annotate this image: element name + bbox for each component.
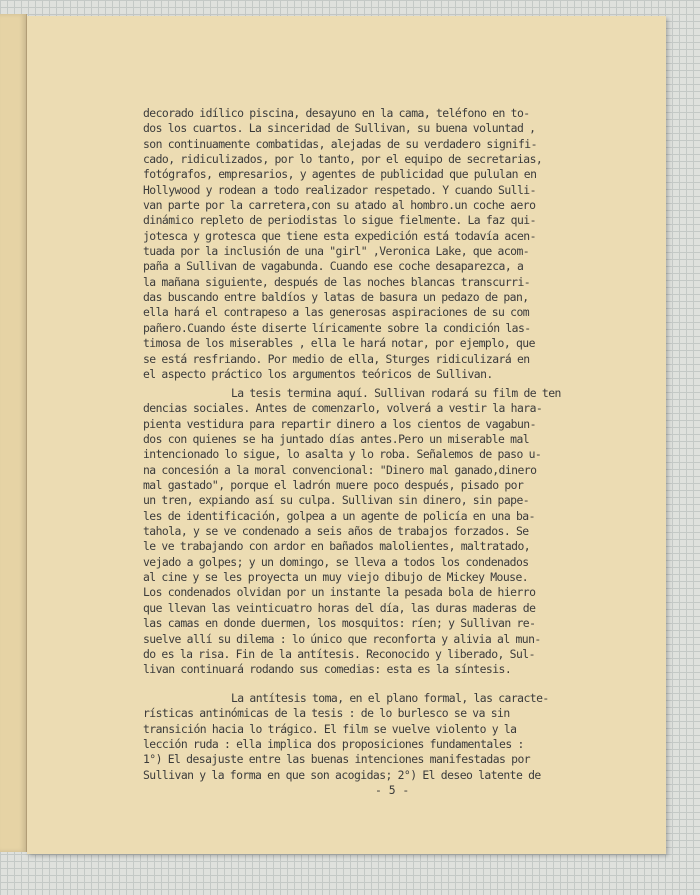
text-line: suelve allí su dilema : lo único que reconforta y alivia al mun- <box>143 631 541 646</box>
text-line: al cine y se les proyecta un muy viejo dibujo de Mickey Mouse. <box>143 570 529 585</box>
facing-page-edge <box>0 14 27 852</box>
text-line: la mañana siguiente, después de las noches blancas transcurri- <box>143 274 531 289</box>
text-line: Los condenados olvidan por un instante la pesada bola de hierro <box>143 585 536 600</box>
text-line: pienta vestidura para repartir dinero a los cientos de vagabun- <box>143 416 536 431</box>
text-line: livan continuará rodando sus comedias: esta es la síntesis. <box>143 662 512 677</box>
text-line: pañero.Cuando éste diserte líricamente sobre la condición las- <box>143 320 531 335</box>
text-line: intencionado lo sigue, lo asalta y lo roba. Señalemos de paso u- <box>143 447 542 462</box>
text-line: mal gastado", porque el ladrón muere poco después, pisado por <box>143 478 524 493</box>
text-line: jotesca y grotesca que tiene esta expedición está todavía acen- <box>143 228 536 243</box>
text-line: rísticas antinómicas de la tesis : de lo burlesco se va sin <box>143 706 510 721</box>
text-line: las camas en donde duermen, los mosquitos: ríen; y Sullivan re- <box>143 616 536 631</box>
text-line: ella hará el contrapeso a las generosas aspiraciones de su com <box>143 305 530 320</box>
paragraph-1 <box>143 106 641 382</box>
text-line: se está resfriando. Por medio de ella, Sturges ridiculizará en <box>143 351 530 366</box>
text-line: vejado a golpes; y un domingo, se lleva a todos los condenados <box>143 554 529 569</box>
paragraph-3 <box>143 691 641 783</box>
text-line: que llevan las veinticuatro horas del día, las duras maderas de <box>143 600 536 615</box>
text-line: le ve trabajando con ardor en bañados malolientes, maltratado, <box>143 539 531 554</box>
text-line: les de identificación, golpea a un agente de policía en una ba- <box>143 508 535 523</box>
document-page <box>27 16 666 854</box>
text-line: transición hacia lo trágico. El film se vuelve violento y la <box>143 721 517 736</box>
text-line: La antítesis toma, en el plano formal, las caracte- <box>231 691 549 705</box>
text-line: el aspecto práctico los argumentos teóricos de Sullivan. <box>143 366 493 381</box>
text-line: Hollywood y rodean a todo realizador respetado. Y cuando Sulli- <box>143 182 536 197</box>
text-line: paña a Sullivan de vagabunda. Cuando ese coche desaparezca, a <box>143 259 524 274</box>
text-line: 1°) El desajuste entre las buenas intenciones manifestadas por <box>143 752 531 767</box>
text-line: dos los cuartos. La sinceridad de Sullivan, su buena voluntad , <box>143 121 536 136</box>
text-line: dencias sociales. Antes de comenzarlo, volverá a vestir la hara- <box>143 401 543 416</box>
text-line: das buscando entre baldíos y latas de basura un pedazo de pan, <box>143 290 529 305</box>
text-line: lección ruda : ella implica dos proposiciones fundamentales : <box>143 737 524 752</box>
text-line: cado, ridiculizados, por lo tanto, por el equipo de secretarias, <box>143 152 543 167</box>
text-line: tuada por la inclusión de una "girl" ,Veronica Lake, que acom- <box>143 244 530 259</box>
text-line: van parte por la carretera,con su atado al hombro.un coche aero <box>143 198 536 213</box>
text-line: decorado idílico piscina, desayuno en la cama, teléfono en to- <box>143 106 530 120</box>
text-line: La tesis termina aquí. Sullivan rodará su film de ten <box>231 386 561 400</box>
text-line: dos con quienes se ha juntado días antes.Pero un miserable mal <box>143 432 530 447</box>
text-line: un tren, expiando así su culpa. Sullivan sin dinero, sin pape- <box>143 493 530 508</box>
text-line: son continuamente combatidas, alejadas de su verdadero signifi- <box>143 136 537 151</box>
text-line: fotógrafos, empresarios, y agentes de publicidad que pululan en <box>143 167 537 182</box>
text-line: dinámico repleto de periodistas lo sigue fielmente. La faz qui- <box>143 213 536 228</box>
text-line: na concesión a la moral convencional: "Dinero mal ganado,dinero <box>143 462 537 477</box>
paragraph-2 <box>143 386 641 678</box>
page-number: - 5 - <box>375 783 410 797</box>
text-line: Sullivan y la forma en que son acogidas; 2°) El deseo latente de <box>143 767 541 782</box>
text-line: tahola, y se ve condenado a seis años de trabajos forzados. Se <box>143 524 529 539</box>
text-line: timosa de los miserables , ella le hará notar, por ejemplo, que <box>143 336 535 351</box>
text-line: do es la risa. Fin de la antítesis. Reconocido y liberado, Sul- <box>143 646 535 661</box>
